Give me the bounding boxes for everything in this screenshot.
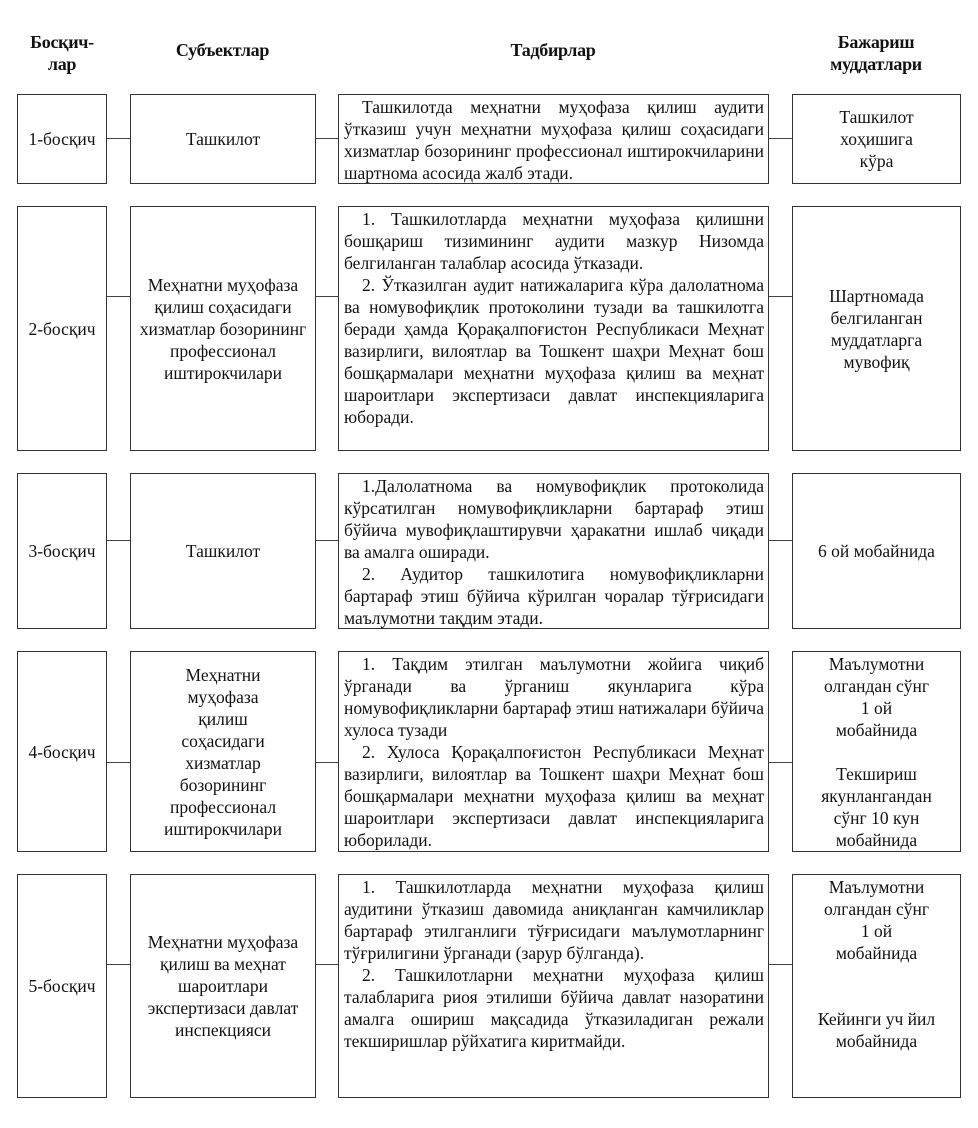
activities-box [338,206,769,451]
activities-box [338,651,769,852]
connector-line [769,762,792,763]
connector-line [107,762,130,763]
subject-box [130,94,316,184]
deadline-box [792,651,961,852]
activities-box [338,473,769,629]
stage-label: 1-босқич [28,129,96,149]
deadline-box [792,874,961,1098]
activity-item: 1. Ташкилотларда меҳнатни муҳофаза қилишни бошқариш тизимининг аудити мазкур Низомда белгиланган талаблар асосида ўтказади. [344,209,764,273]
stage-label: 2-босқич [28,318,96,339]
activity-item: 1. Тақдим этилган маълумотни жойига чиқиб ўрганади ва ўрганиш якунларига кўра номувофиқликларни бартараф этиш натижалари бўйича хулоса тузади [344,654,764,740]
connector-line [107,964,130,965]
header-deadlines-line1: Бажариш [837,32,915,52]
connector-line [107,540,130,541]
deadline-box [792,206,961,451]
connector-line [316,296,338,297]
deadline-label: Кейинги уч йил мобайнида [817,1009,936,1051]
activities-box [338,94,769,184]
deadline-label: Шартномада белгиланган муддатларга мувофиқ [829,285,924,372]
subject-box [130,473,316,629]
activity-item: 2. Ташкилотларни меҳнатни муҳофаза қилиш талабларига риоя этилиши бўйича давлат назоратини амалга ошириш мақсадида ўтказиладиган режали текширишлар рўйхатига киритмайди. [344,965,764,1051]
deadline-label: 6 ой мобайнида [818,541,935,561]
subject-label: Ташкилот [185,129,261,149]
subject-box [130,206,316,451]
activity-item: Ташкилотда меҳнатни муҳофаза қилиш аудити ўтказиш учун меҳнатни муҳофаза қилиш соҳасидаги хизматлар бозорининг профессионал иштирокчиларини шартнома асосида жалб этади. [344,97,764,183]
deadline-label: Маълумотни олгандан сўнг 1 ой мобайнида [823,877,930,963]
activity-item: 2. Аудитор ташкилотига номувофиқликларни бартараф этиш бўйича кўрилган чоралар тўғрисидаги маълумотни тақдим этади. [344,564,764,628]
activity-item: 2. Ўтказилган аудит натижаларига кўра далолатнома ва номувофиқлик протоколини тузади ва ташкилотга беради ҳамда Қорақалпоғистон Республикаси Меҳнат вазирлиги, вилоятлар ва Тошкент шаҳри Меҳнат бош бошқармалари меҳнатни муҳофаза қилиш ва меҳнат шароитлари экспертизаси давлат инспекцияларига юборади. [344,275,764,427]
stage-label: 3-босқич [28,541,96,561]
header-activities: Тадбирлар [510,40,596,60]
stage-label: 5-босқич [28,976,96,996]
connector-line [107,296,130,297]
subject-label: Меҳнатни муҳофаза қилиш соҳасидаги хизматлар бозорининг профессионал иштирокчилари [139,274,307,383]
header-stages [14,31,110,75]
connector-line [769,138,792,139]
connector-line [316,964,338,965]
stage-label: 4-босқич [28,741,96,762]
stage-box [17,651,107,852]
connector-line [316,540,338,541]
connector-line [769,296,792,297]
stage-box [17,206,107,451]
connector-line [769,540,792,541]
header-deadlines [792,31,960,75]
subject-label: Меҳнатни муҳофаза қилиш соҳасидаги хизматлар бозорининг профессионал иштирокчилари [164,664,282,839]
deadline-content [793,876,960,1052]
header-stages-line2: лар [47,54,77,74]
activities-box [338,874,769,1098]
activity-item: 1. Ташкилотларда меҳнатни муҳофаза қилиш аудитини ўтказиш давомида аниқланган камчиликлар бартараф этилганлиги тўғрисидаги маълумотларнинг тўғрилигини ўрганади (зарур бўлганда). [344,877,764,963]
connector-line [107,138,130,139]
subject-box [130,651,316,852]
connector-line [316,138,338,139]
deadline-spacer [791,741,962,763]
header-subjects: Субъектлар [175,40,270,60]
header-stages-line1: Босқич- [30,32,94,52]
deadline-box [792,473,961,629]
connector-line [769,964,792,965]
deadline-content [791,653,962,851]
stage-box [17,94,107,184]
stage-box [17,473,107,629]
subject-label: Ташкилот [185,541,261,561]
deadline-label: Текшириш якунлангандан сўнг 10 кун мобайнида [821,764,932,850]
subject-box [130,874,316,1098]
stage-box [17,874,107,1098]
deadline-spacer [793,964,960,1008]
subject-label: Меҳнатни муҳофаза қилиш ва меҳнат шароитлари экспертизаси давлат инспекцияси [147,932,299,1040]
deadline-box [792,94,961,184]
activity-item: 1.Далолатнома ва номувофиқлик протоколида кўрсатилган номувофиқликларни бартараф этиш бўйича мувофиқлаштирувчи ҳаракатни ишлаб чиқади ва амалга оширади. [344,476,764,562]
deadline-label: Маълумотни олгандан сўнг 1 ой мобайнида [823,654,930,740]
deadline-label: Ташкилот хоҳишига кўра [839,107,914,171]
header-deadlines-line2: муддатлари [830,54,922,74]
activity-item: 2. Хулоса Қорақалпоғистон Республикаси Меҳнат вазирлиги, вилоятлар ва Тошкент шаҳри Меҳнат бош бошқармалари меҳнатни муҳофаза қилиш ва меҳнат шароитлари экспертизаси давлат инспекцияларига юборилади. [344,742,764,850]
connector-line [316,762,338,763]
